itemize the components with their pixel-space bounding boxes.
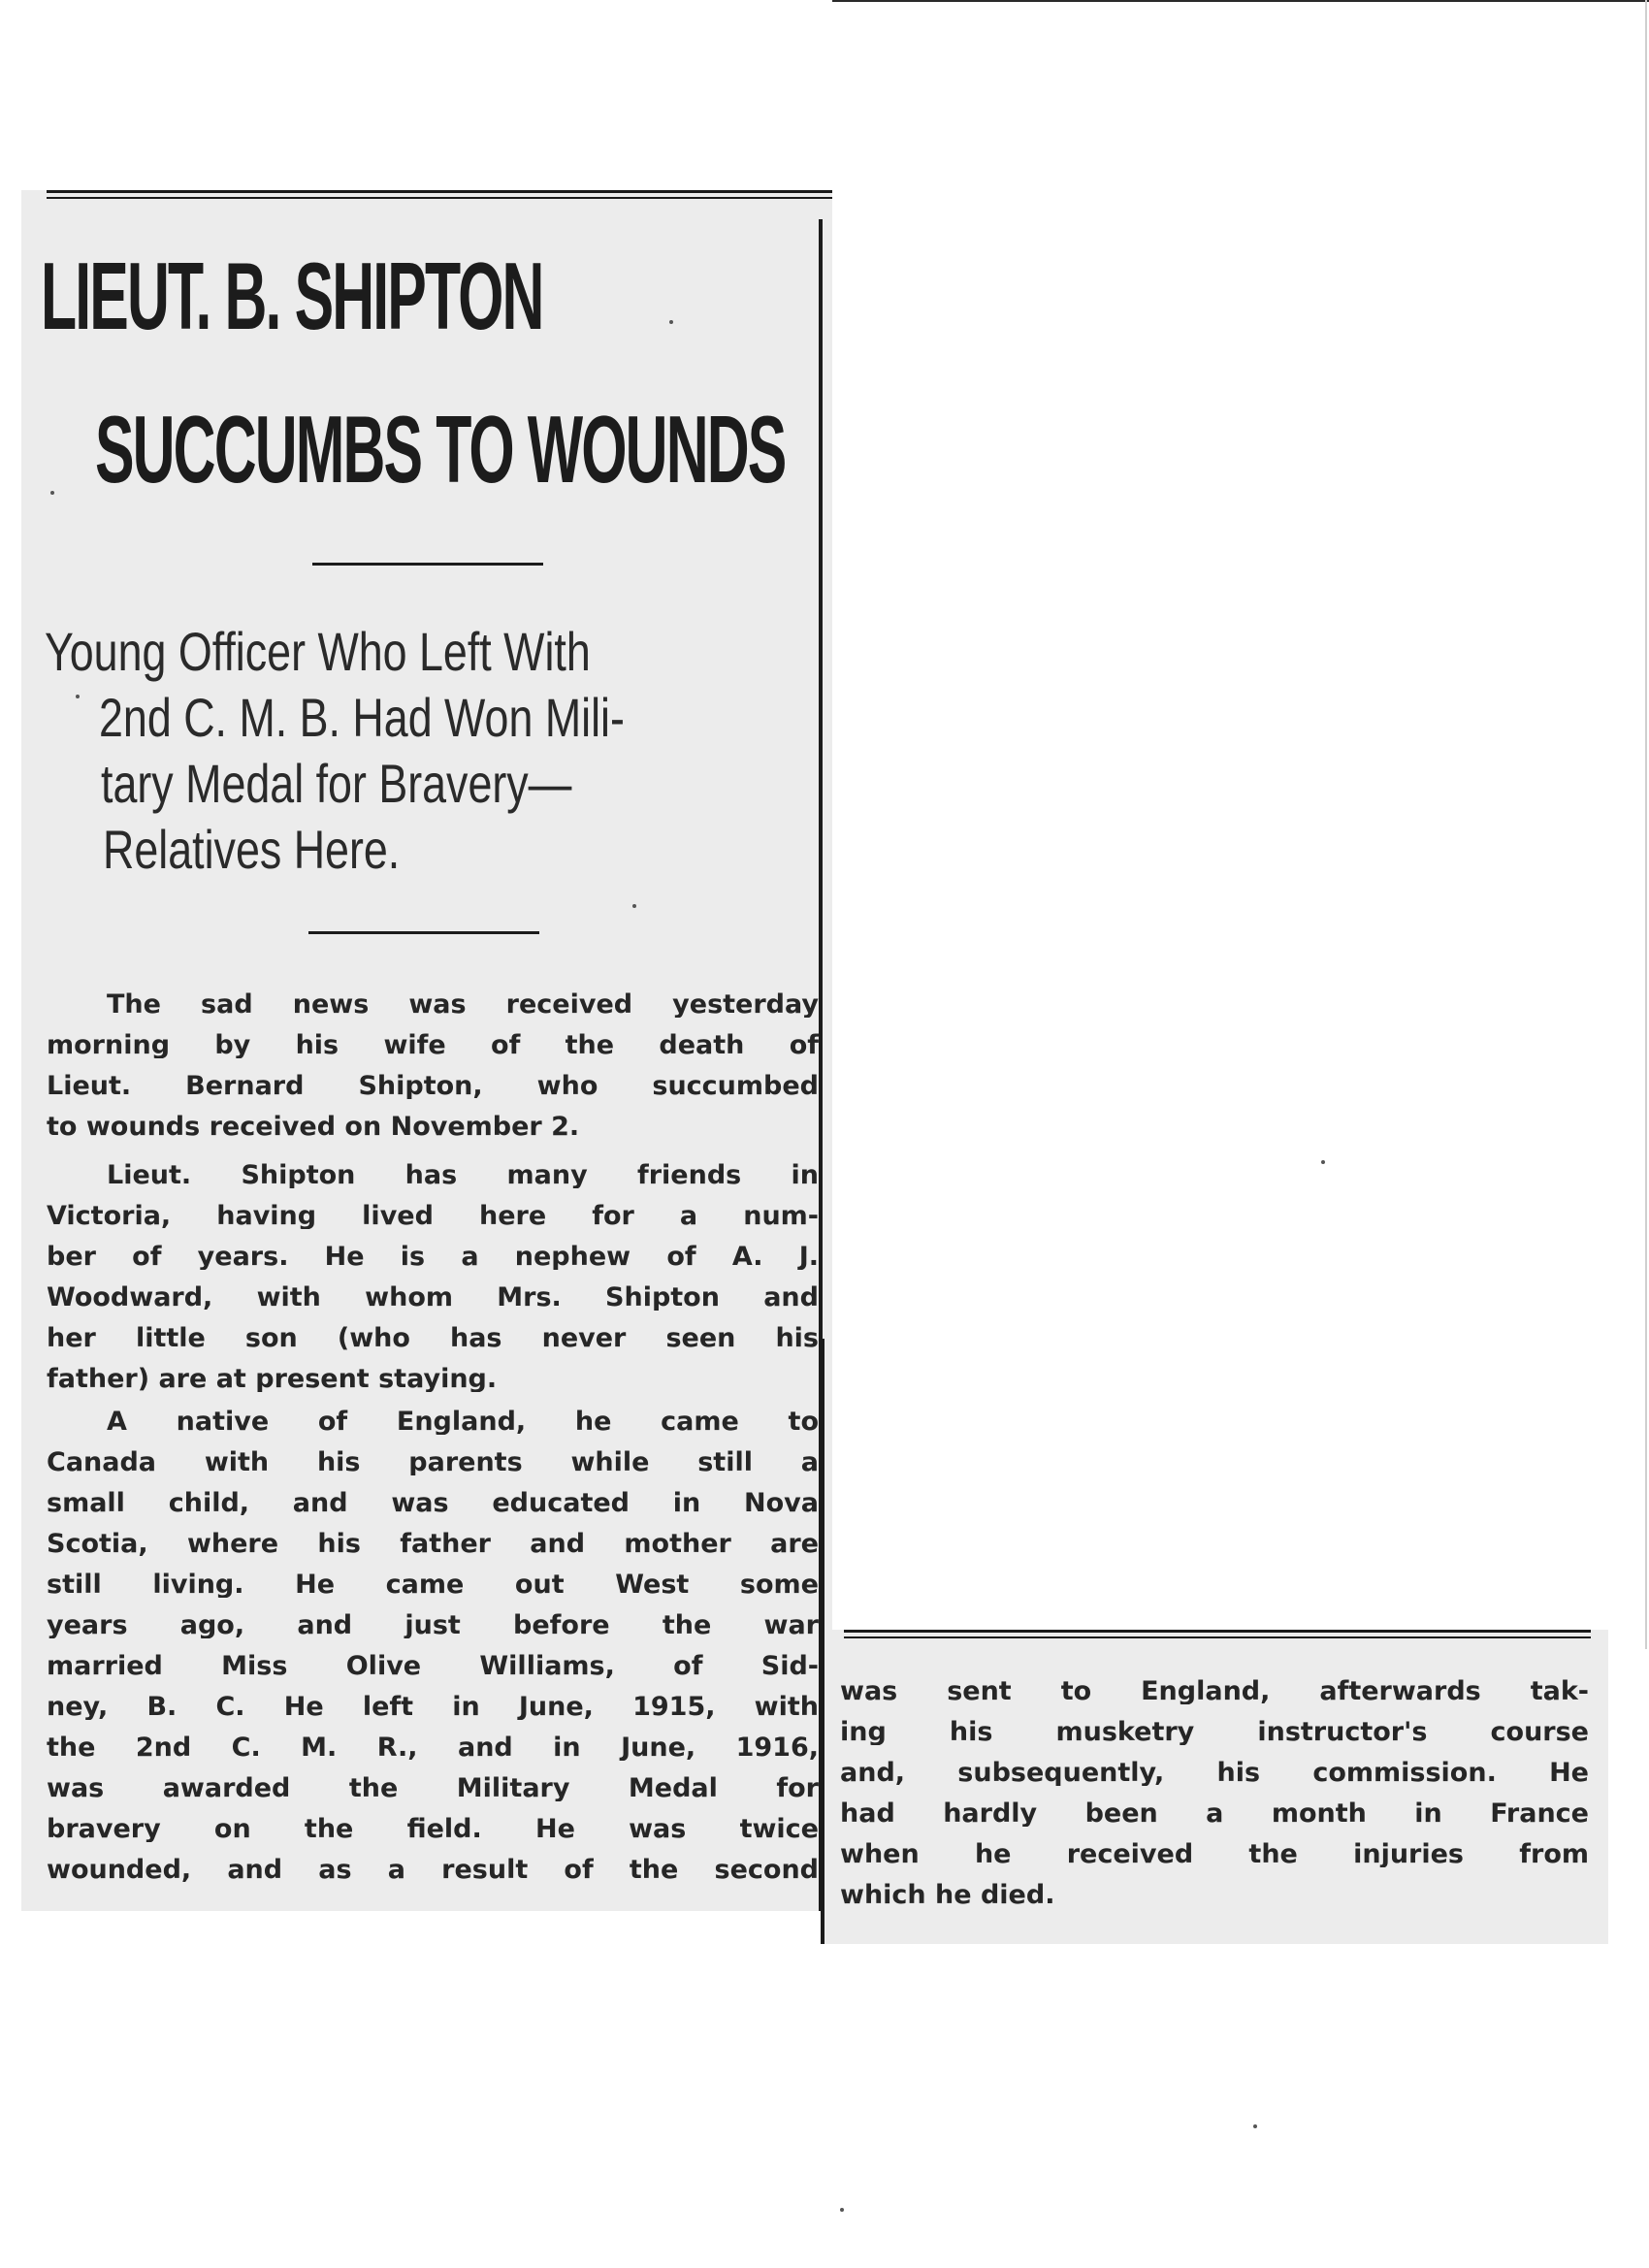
- body-line: morning by his wife of the death of: [47, 1032, 819, 1058]
- body-line: and, subsequently, his commission. He: [840, 1760, 1589, 1786]
- print-speck: [50, 491, 54, 495]
- scan-edge: [832, 0, 1649, 2]
- article-clipping-main: [21, 190, 832, 1911]
- body-line: when he received the injuries from: [840, 1841, 1589, 1867]
- body-line: which he died.: [840, 1882, 1055, 1908]
- body-line: Victoria, having lived here for a num-: [47, 1203, 819, 1229]
- body-line: Lieut. Shipton has many friends in: [107, 1162, 819, 1188]
- body-line: years ago, and just before the war: [47, 1612, 819, 1638]
- body-line: Canada with his parents while still a: [47, 1449, 819, 1475]
- body-line: to wounds received on November 2.: [47, 1114, 580, 1140]
- body-line: A native of England, he came to: [107, 1409, 819, 1435]
- print-speck: [840, 2208, 844, 2212]
- scan-edge: [1645, 0, 1647, 1649]
- column-top-rule: [844, 1630, 1591, 1638]
- headline-line-1: LIEUT. B. SHIPTON: [41, 243, 543, 349]
- body-line: the 2nd C. M. R., and in June, 1916,: [47, 1734, 819, 1761]
- body-line: ing his musketry instructor's course: [840, 1719, 1589, 1745]
- deck-line: 2nd C. M. B. Had Won Mili-: [99, 687, 625, 748]
- body-line: wounded, and as a result of the second: [47, 1857, 819, 1883]
- body-line: her little son (who has never seen his: [47, 1325, 819, 1351]
- print-speck: [632, 904, 636, 908]
- deck-divider: [308, 931, 539, 934]
- body-line: bravery on the field. He was twice: [47, 1816, 819, 1842]
- body-line: was sent to England, afterwards tak-: [840, 1678, 1589, 1704]
- body-line: ney, B. C. He left in June, 1915, with: [47, 1694, 819, 1720]
- body-line: was awarded the Military Medal for: [47, 1775, 819, 1801]
- body-line: had hardly been a month in France: [840, 1800, 1589, 1827]
- column-top-rule: [47, 190, 832, 199]
- body-line: small child, and was educated in Nova: [47, 1490, 819, 1516]
- article-clipping-continuation: [821, 1630, 1608, 1944]
- body-line: still living. He came out West some: [47, 1571, 819, 1598]
- body-line: The sad news was received yesterday: [107, 991, 819, 1018]
- print-speck: [1253, 2124, 1257, 2128]
- body-line: married Miss Olive Williams, of Sid-: [47, 1653, 819, 1679]
- deck-line: Young Officer Who Left With: [45, 621, 591, 682]
- headline-line-2: SUCCUMBS TO WOUNDS: [95, 396, 786, 502]
- column-rule: [821, 1339, 824, 1944]
- print-speck: [76, 695, 80, 698]
- body-line: Scotia, where his father and mother are: [47, 1531, 819, 1557]
- deck-line: tary Medal for Bravery—: [101, 753, 572, 814]
- body-line: ber of years. He is a nephew of A. J.: [47, 1244, 819, 1270]
- body-line: Lieut. Bernard Shipton, who succumbed: [47, 1073, 819, 1099]
- body-line: father) are at present staying.: [47, 1366, 498, 1392]
- headline-divider: [312, 563, 543, 566]
- print-speck: [669, 320, 673, 324]
- body-line: Woodward, with whom Mrs. Shipton and: [47, 1284, 819, 1311]
- print-speck: [1321, 1160, 1325, 1164]
- deck-line: Relatives Here.: [103, 819, 401, 880]
